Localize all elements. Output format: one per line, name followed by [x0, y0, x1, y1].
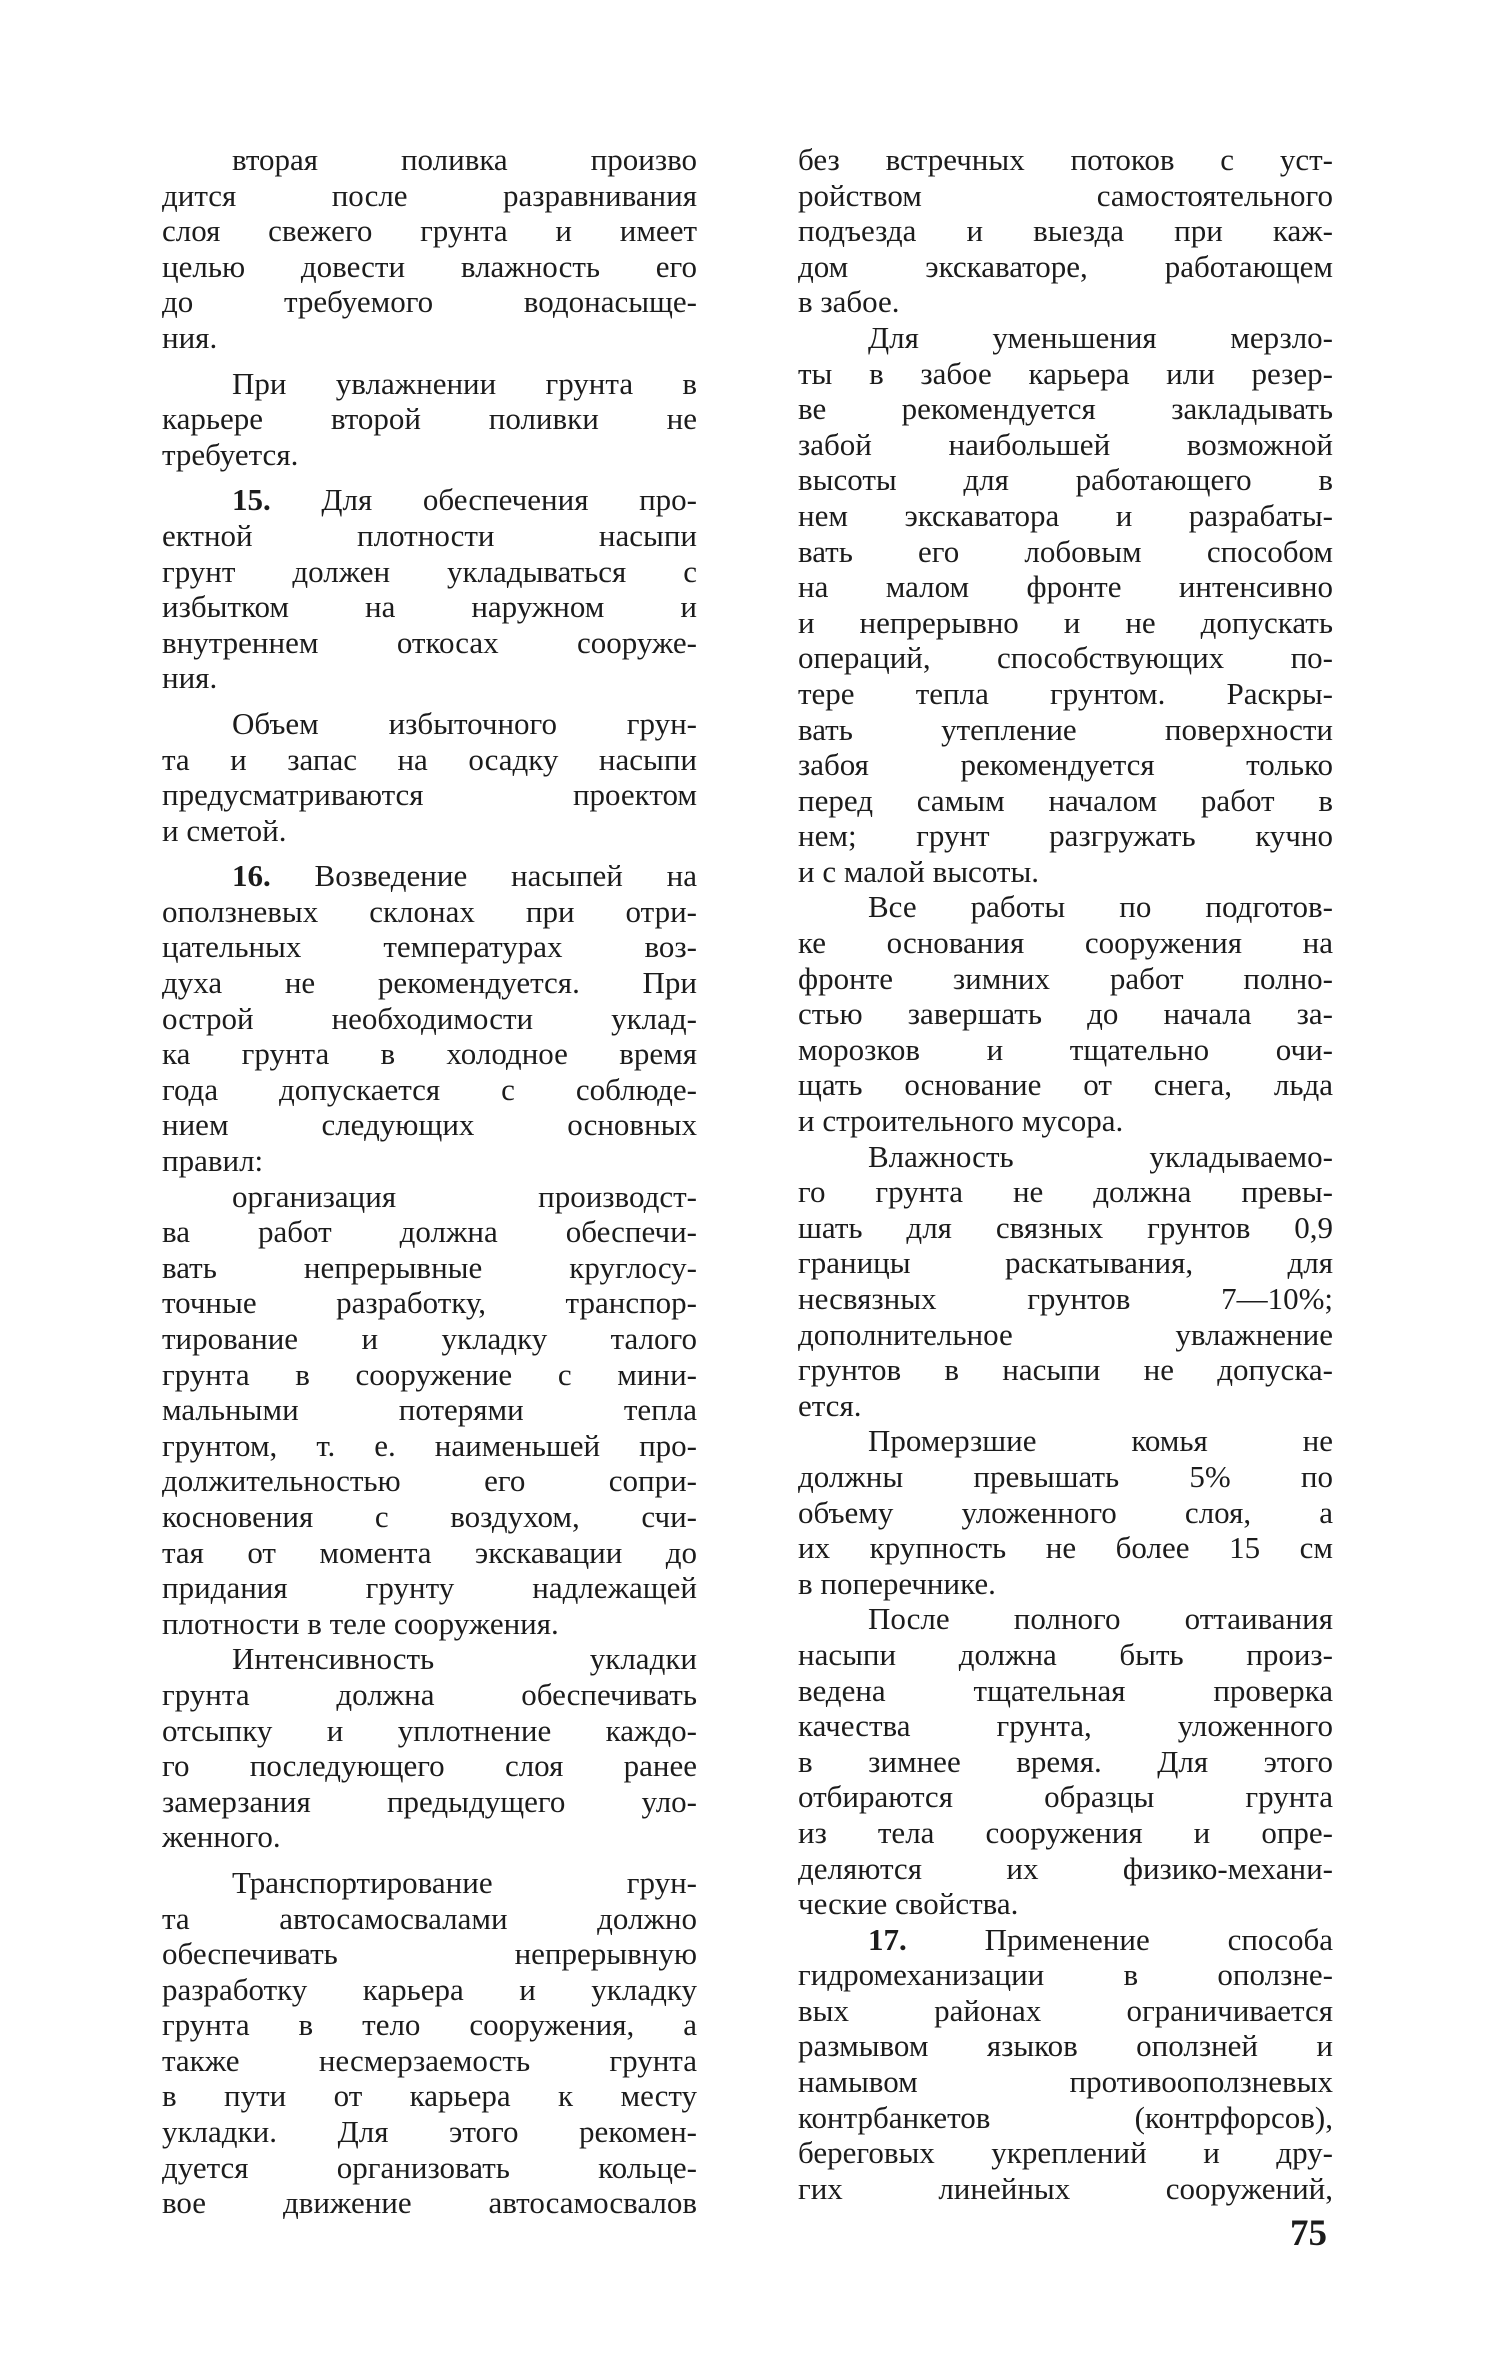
text-line	[798, 2171, 1333, 2207]
line-text: также несмерзаемость грунта	[162, 2042, 697, 2078]
line-text: шать для связных грунтов 0,9	[798, 1209, 1333, 1245]
text-line	[798, 676, 1333, 712]
text-line	[798, 427, 1333, 463]
text-line	[162, 1784, 697, 1820]
text-line	[798, 142, 1333, 178]
line-text: предусматриваются проектом	[162, 777, 697, 813]
line-text: та и запас на осадку насыпи	[162, 741, 697, 777]
text-line	[798, 249, 1333, 285]
text-line	[798, 1851, 1333, 1887]
line-text: стью завершать до начала за-	[798, 996, 1333, 1032]
text-line	[162, 1463, 697, 1499]
paragraph-gap	[162, 848, 697, 858]
text-line	[798, 1957, 1333, 1993]
paragraph-gap	[162, 1855, 697, 1865]
line-text: до требуемого водонасыще-	[162, 284, 697, 320]
line-text: Промерзшие комья не	[868, 1423, 1333, 1459]
line-text: нем экскаватора и разрабаты-	[798, 497, 1333, 533]
line-text: разработку карьера и укладку	[162, 1971, 697, 2007]
text-line	[798, 1388, 1333, 1424]
line-text: операций, способствующих по-	[798, 640, 1333, 676]
line-text: дуется организовать кольце-	[162, 2149, 697, 2185]
line-text: в забое.	[798, 284, 900, 320]
paragraph-gap	[162, 472, 697, 482]
text-line	[798, 2100, 1333, 2136]
line-text: Для уменьшения мерзло-	[868, 319, 1333, 355]
line-text: укладки. Для этого рекомен-	[162, 2114, 697, 2150]
line-text: вать его лобовым способом	[798, 533, 1333, 569]
text-line	[162, 894, 697, 930]
line-text: дополнительное увлажнение	[798, 1316, 1333, 1352]
text-line	[162, 249, 697, 285]
line-text: женного.	[162, 1819, 281, 1855]
text-line	[798, 605, 1333, 641]
text-line	[798, 1423, 1333, 1459]
line-text: морозков и тщательно очи-	[798, 1031, 1333, 1067]
line-text: вторая поливка произво	[232, 142, 697, 177]
section-number: 17.	[868, 1921, 907, 1957]
line-text: нем; грунт разгружать кучно	[798, 818, 1333, 854]
text-line	[798, 320, 1333, 356]
text-line	[798, 2135, 1333, 2171]
line-text: ве рекомендуется закладывать	[798, 391, 1333, 427]
line-text: гидромеханизации в оползне-	[798, 1957, 1333, 1993]
line-text: го грунта не должна превы-	[798, 1174, 1333, 1210]
text-line	[162, 813, 697, 849]
text-line	[798, 925, 1333, 961]
text-line	[162, 2114, 697, 2150]
text-line	[798, 1067, 1333, 1103]
right-text-column	[798, 142, 1333, 2206]
text-line	[798, 996, 1333, 1032]
text-line	[798, 712, 1333, 748]
line-text: забой наибольшей возможной	[798, 426, 1333, 462]
text-line	[162, 742, 697, 778]
text-line	[162, 1865, 697, 1901]
line-text: ва работ должна обеспечи-	[162, 1214, 697, 1250]
line-text: тая от момента экскавации до	[162, 1534, 697, 1570]
line-text: карьере второй поливки не	[162, 401, 697, 437]
line-text: грунтов в насыпи не допуска-	[798, 1352, 1333, 1388]
text-line	[798, 1886, 1333, 1922]
line-text: грунт должен укладываться с	[162, 553, 697, 589]
text-line	[162, 1677, 697, 1713]
line-text: должительностью его сопри-	[162, 1463, 697, 1499]
line-text: тере тепла грунтом. Раскры-	[798, 675, 1333, 711]
text-line	[798, 284, 1333, 320]
text-line	[162, 2150, 697, 2186]
line-text: ется.	[798, 1387, 862, 1423]
line-text: придания грунту надлежащей	[162, 1570, 697, 1606]
line-text: насыпи должна быть произ-	[798, 1636, 1333, 1672]
text-line	[162, 1972, 697, 2008]
line-text: вое движение автосамосвалов	[162, 2185, 697, 2221]
text-line	[798, 1281, 1333, 1317]
text-line	[798, 1673, 1333, 1709]
text-line	[162, 2185, 697, 2221]
line-text: и с малой высоты.	[798, 853, 1040, 889]
text-line	[798, 1601, 1333, 1637]
text-line	[798, 534, 1333, 570]
line-text: Применение способа	[984, 1921, 1333, 1957]
line-text: высоты для работающего в	[798, 462, 1333, 498]
paragraph-gap	[162, 356, 697, 366]
line-text: в поперечнике.	[798, 1565, 996, 1601]
line-text: Объем избыточного грун-	[232, 705, 697, 741]
line-text: ния.	[162, 319, 218, 355]
text-line	[162, 1036, 697, 1072]
text-line	[162, 1357, 697, 1393]
text-line	[162, 1107, 697, 1143]
text-line	[162, 1748, 697, 1784]
text-line	[162, 284, 697, 320]
text-line	[162, 401, 697, 437]
text-line	[162, 1535, 697, 1571]
text-line	[162, 589, 697, 625]
text-line	[798, 1032, 1333, 1068]
line-text: внутреннем откосах сооруже-	[162, 624, 697, 660]
text-line	[162, 625, 697, 661]
page-number: 75	[1290, 2213, 1327, 2254]
line-text: грунтом, т. е. наименьшей про-	[162, 1427, 697, 1463]
line-text: намывом противооползневых	[798, 2064, 1333, 2100]
line-text: в зимнее время. Для этого	[798, 1743, 1333, 1779]
line-text: без встречных потоков с уст-	[798, 142, 1333, 177]
text-line	[798, 1993, 1333, 2029]
line-text: цательных температурах воз-	[162, 929, 697, 965]
line-text: При увлажнении грунта в	[232, 365, 697, 401]
line-text: Все работы по подготов-	[868, 889, 1333, 925]
line-text: вать непрерывные круглосу-	[162, 1249, 697, 1285]
line-text: отсыпку и уплотнение каждо-	[162, 1712, 697, 1748]
text-line	[162, 320, 697, 356]
line-text: избытком на наружном и	[162, 589, 697, 625]
line-text: ке основания сооружения на	[798, 925, 1333, 961]
line-text: целью довести влажность его	[162, 248, 697, 284]
line-text: береговых укреплений и дру-	[798, 2135, 1333, 2171]
text-line	[162, 929, 697, 965]
text-line	[798, 747, 1333, 783]
text-line	[798, 1317, 1333, 1353]
line-text: обеспечивать непрерывную	[162, 1936, 697, 1972]
text-line	[798, 961, 1333, 997]
text-line	[798, 640, 1333, 676]
line-text: замерзания предыдущего уло-	[162, 1783, 697, 1819]
text-line	[162, 1641, 697, 1677]
text-line	[798, 1708, 1333, 1744]
text-line	[798, 2064, 1333, 2100]
line-text: подъезда и выезда при каж-	[798, 213, 1333, 249]
section-number: 16.	[232, 858, 271, 894]
line-text: требуется.	[162, 436, 299, 472]
line-text: правил:	[162, 1143, 264, 1179]
text-line	[798, 783, 1333, 819]
line-text: перед самым началом работ в	[798, 782, 1333, 818]
text-line	[162, 1570, 697, 1606]
line-text: грунта в сооружение с мини-	[162, 1356, 697, 1392]
line-text: тирование и укладку талого	[162, 1321, 697, 1356]
line-text: ческие свойства.	[798, 1886, 1019, 1922]
line-text: вых районах ограничивается	[798, 1992, 1333, 2028]
line-text: и строительного мусора.	[798, 1103, 1124, 1139]
text-line	[162, 178, 697, 214]
line-text: объему уложенного слоя, а	[798, 1494, 1333, 1530]
text-line	[798, 356, 1333, 392]
line-text: ведена тщательная проверка	[798, 1672, 1333, 1708]
line-text: деляются их физико-механи-	[798, 1850, 1333, 1886]
text-line	[162, 1250, 697, 1286]
line-text: в пути от карьера к месту	[162, 2078, 697, 2114]
text-line	[162, 366, 697, 402]
line-text: фронте зимних работ полно-	[798, 960, 1333, 996]
line-text: Для обеспечения про-	[321, 482, 697, 518]
line-text: года допускается с соблюде-	[162, 1071, 697, 1107]
text-line	[162, 518, 697, 554]
text-line	[798, 818, 1333, 854]
text-line	[798, 1459, 1333, 1495]
line-text: Влажность укладываемо-	[868, 1138, 1333, 1174]
line-text: точные разработку, транспор-	[162, 1285, 697, 1321]
text-line	[162, 1072, 697, 1108]
text-line	[798, 178, 1333, 214]
text-line	[798, 889, 1333, 925]
line-text: и сметой.	[162, 812, 287, 848]
line-text: на малом фронте интенсивно	[798, 569, 1333, 605]
text-line	[162, 858, 697, 894]
text-line	[162, 1936, 697, 1972]
text-line	[162, 142, 697, 178]
text-line	[798, 854, 1333, 890]
text-line	[798, 1352, 1333, 1388]
section-number: 15.	[232, 482, 271, 518]
line-text: отбираются образцы грунта	[798, 1779, 1333, 1815]
text-line	[798, 1174, 1333, 1210]
line-text: та автосамосвалами должно	[162, 1900, 697, 1936]
text-line	[798, 1922, 1333, 1958]
text-line	[798, 1530, 1333, 1566]
text-line	[798, 391, 1333, 427]
line-text: вать утепление поверхности	[798, 711, 1333, 747]
line-text: мальными потерями тепла	[162, 1392, 697, 1428]
line-text: Транспортирование грун-	[232, 1864, 697, 1900]
text-line	[162, 1285, 697, 1321]
text-line	[162, 1819, 697, 1855]
line-text: должны превышать 5% по	[798, 1458, 1333, 1494]
text-line	[798, 213, 1333, 249]
line-text: грунта в тело сооружения, а	[162, 2007, 697, 2043]
line-text: их крупность не более 15 см	[798, 1530, 1333, 1566]
text-line	[162, 1001, 697, 1037]
left-text-column	[162, 142, 697, 2221]
text-line	[798, 498, 1333, 534]
text-line	[162, 2007, 697, 2043]
text-line	[162, 660, 697, 696]
text-line	[162, 1428, 697, 1464]
text-line	[162, 1179, 697, 1215]
text-line	[798, 1566, 1333, 1602]
text-line	[162, 1713, 697, 1749]
text-line	[798, 1139, 1333, 1175]
line-text: острой необходимости уклад-	[162, 1000, 697, 1036]
text-line	[798, 1210, 1333, 1246]
line-text: ния.	[162, 660, 218, 696]
line-text: нием следующих основных	[162, 1107, 697, 1143]
line-text: оползневых склонах при отри-	[162, 893, 697, 929]
line-text: границы раскатывания, для	[798, 1245, 1333, 1281]
text-line	[162, 2078, 697, 2114]
text-line	[162, 1392, 697, 1428]
text-line	[798, 569, 1333, 605]
text-line	[798, 1103, 1333, 1139]
line-text: ройством самостоятельного	[798, 177, 1333, 213]
text-line	[798, 1815, 1333, 1851]
text-line	[162, 1901, 697, 1937]
line-text: косновения с воздухом, счи-	[162, 1498, 697, 1534]
line-text: контрбанкетов (контрфорсов),	[798, 2099, 1333, 2135]
text-line	[798, 1245, 1333, 1281]
text-line	[798, 1779, 1333, 1815]
line-text: несвязных грунтов 7—10%;	[798, 1281, 1333, 1316]
text-line	[162, 1606, 697, 1642]
line-text: ты в забое карьера или резер-	[798, 355, 1333, 391]
text-line	[798, 1637, 1333, 1673]
line-text: из тела сооружения и опре-	[798, 1814, 1333, 1850]
line-text: Интенсивность укладки	[232, 1641, 697, 1677]
text-line	[162, 1143, 697, 1179]
line-text: ектной плотности насыпи	[162, 517, 697, 553]
line-text: забоя рекомендуется только	[798, 747, 1333, 783]
text-line	[162, 2043, 697, 2079]
text-line	[162, 554, 697, 590]
line-text: ка грунта в холодное время	[162, 1036, 697, 1072]
line-text: качества грунта, уложенного	[798, 1708, 1333, 1744]
line-text: грунта должна обеспечивать	[162, 1676, 697, 1712]
line-text: гих линейных сооружений,	[798, 2170, 1333, 2206]
text-line	[798, 462, 1333, 498]
line-text: духа не рекомендуется. При	[162, 965, 697, 1001]
text-line	[162, 213, 697, 249]
paragraph-gap	[162, 696, 697, 706]
text-line	[162, 777, 697, 813]
text-line	[162, 965, 697, 1001]
line-text: дом экскаваторе, работающем	[798, 248, 1333, 284]
text-line	[162, 1214, 697, 1250]
line-text: го последующего слоя ранее	[162, 1748, 697, 1784]
line-text: организация производст-	[232, 1178, 697, 1214]
text-line	[162, 482, 697, 518]
line-text: После полного оттаивания	[868, 1601, 1333, 1637]
text-line	[162, 706, 697, 742]
line-text: плотности в теле сооружения.	[162, 1605, 559, 1641]
text-line	[798, 1744, 1333, 1780]
text-line	[162, 437, 697, 473]
line-text: слоя свежего грунта и имеет	[162, 213, 697, 249]
text-line	[798, 1495, 1333, 1531]
text-line	[798, 2028, 1333, 2064]
line-text: щать основание от снега, льда	[798, 1067, 1333, 1103]
line-text: дится после разравнивания	[162, 177, 697, 213]
text-line	[162, 1321, 697, 1357]
line-text: размывом языков оползней и	[798, 2028, 1333, 2064]
line-text: Возведение насыпей на	[314, 858, 697, 894]
text-line	[162, 1499, 697, 1535]
line-text: и непрерывно и не допускать	[798, 604, 1333, 640]
